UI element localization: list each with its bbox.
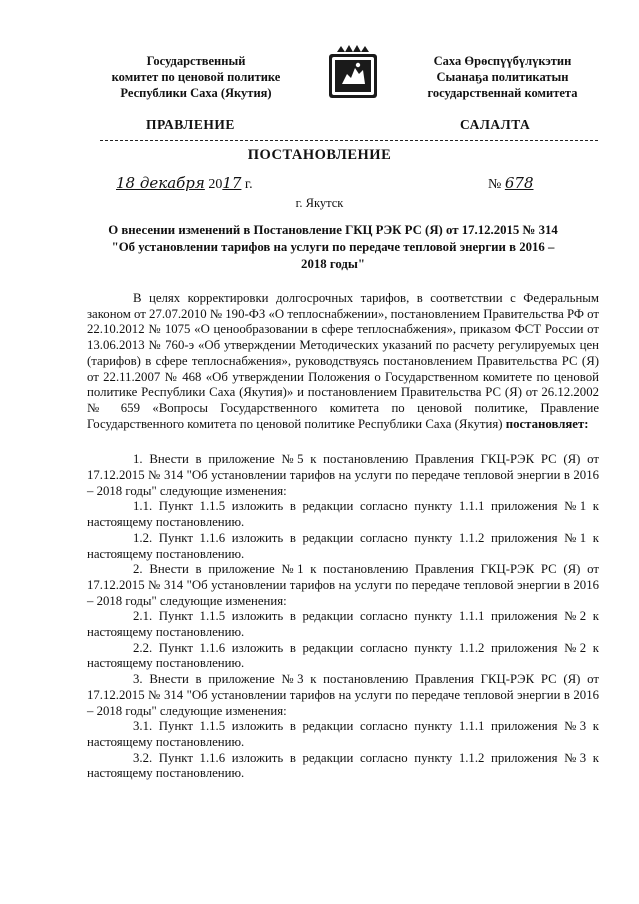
body-paragraph: 3. Внести в приложение №3 к постановлению Правления ГКЦ-РЭК РС (Я) от 17.12.2015 № 314 "Об установлении тарифов на услуги по передаче тепловой энергии в 2016 – 2018 годы" следующие изменения: [87,672,599,718]
handwritten-number: 678 [504,174,534,192]
document-city: г. Якутск [295,196,344,210]
preamble-resolves: постановляет: [505,416,589,431]
board-label-russian: ПРАВЛЕНИЕ [146,117,235,132]
board-label-yakut: САЛАЛТА [460,117,531,132]
document-title: ПОСТАНОВЛЕНИЕ [247,147,392,163]
issuer-name-yakut [400,53,605,101]
preamble-paragraph [87,291,599,432]
body-paragraph: 2.2. Пункт 1.1.6 изложить в редакции согласно пункту 1.1.2 приложения №2 к настоящему постановлению. [87,640,599,671]
issuer-line: комитет по ценовой политике [111,70,281,84]
date-year-suffix: г. [244,177,253,192]
header-divider [100,140,598,141]
issuer-line: Государственный [146,54,246,68]
body-paragraph: 3.1. Пункт 1.1.5 изложить в редакции согласно пункту 1.1.1 приложения №3 к настоящему постановлению. [87,719,599,749]
handwritten-year: 17 [222,174,242,192]
body-paragraph: 1.1. Пункт 1.1.5 изложить в редакции согласно пункту 1.1.1 приложения №1 к настоящему постановлению. [87,499,599,530]
issuer-line: Сыанаҕа политикатын [436,70,569,84]
handwritten-date: 18 декабря [116,174,205,192]
preamble-text: В целях корректировки долгосрочных тарифов, в соответствии с Федеральным законом от 27.07.2010 № 190-ФЗ «О теплоснабжении», постановлением Правительства РФ от 22.10.2012 № 1075 «О ценообразовании в сфере теплоснабжения», приказом ФСТ России от 13.06.2013 № 760-э «Об утверждении Методических указаний по расчету регулируемых цен (тарифов) в сфере теплоснабжения», руководствуясь постановлением Правительства РС (Я) от 22.11.2007 № 468 «Об утверждении Положения о Государственном комитете по ценовой политике Республики Саха (Якутия)» и постановлением Правительства РС (Я) от 26.12.2002 № 659 «Вопросы Государственного комитета по ценовой политике, Правление Государственного комитета по ценовой политике Республики Саха (Якутия) [87,291,599,431]
document-subject: О внесении изменений в Постановление ГКЦ РЭК РС (Я) от 17.12.2015 № 314 "Об установлении тарифов на услуги по передаче тепловой энергии в 2016 – 2018 годы" [108,223,558,271]
issuer-name-russian [96,53,296,101]
body-paragraph: 1.2. Пункт 1.1.6 изложить в редакции согласно пункту 1.1.2 приложения №1 к настоящему постановлению. [87,530,599,561]
coat-of-arms-icon [325,44,381,102]
document-body [87,291,599,782]
issuer-line: Республики Саха (Якутия) [120,86,272,100]
number-prefix: № [488,177,502,192]
issuer-line: государственнай комитета [427,86,578,100]
body-paragraph: 1. Внести в приложение №5 к постановлению Правления ГКЦ-РЭК РС (Я) от 17.12.2015 № 314 "Об установлении тарифов на услуги по передаче тепловой энергии в 2016 – 2018 годы" следующие изменения: [87,452,599,498]
body-paragraph: 3.2. Пункт 1.1.6 изложить в редакции согласно пункту 1.1.2 приложения №3 к настоящему постановлению. [87,750,599,781]
date-year-prefix: 20 [208,177,223,192]
document-number [488,174,534,193]
document-date [116,174,253,193]
body-paragraph: 2. Внести в приложение №1 к постановлению Правления ГКЦ-РЭК РС (Я) от 17.12.2015 № 314 "Об установлении тарифов на услуги по передаче тепловой энергии в 2016 – 2018 годы" следующие изменения: [87,562,599,608]
body-paragraph: 2.1. Пункт 1.1.5 изложить в редакции согласно пункту 1.1.1 приложения №2 к настоящему постановлению. [87,609,599,640]
issuer-line: Саха Өрөспүүбүлүкэтин [433,54,572,68]
